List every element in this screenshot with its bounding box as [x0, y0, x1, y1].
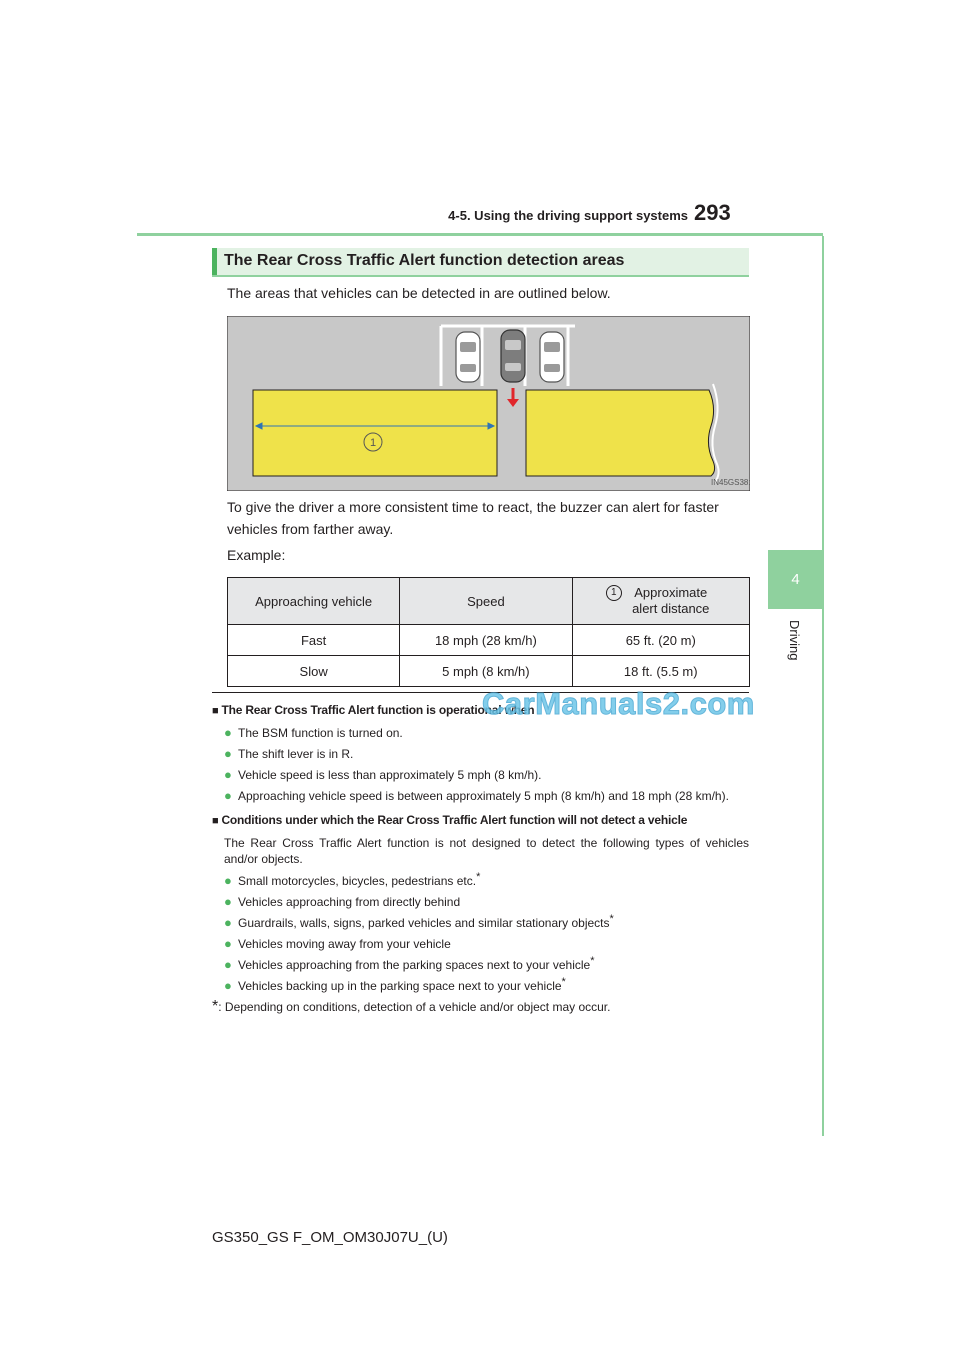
- bullet-icon: ●: [224, 957, 232, 972]
- list-item: ● Guardrails, walls, signs, parked vehicles and similar stationary objects*: [224, 913, 614, 930]
- chapter-label: Driving: [787, 620, 802, 661]
- parked-car-right: [540, 332, 564, 382]
- callout-number: 1: [369, 437, 377, 449]
- table-row: [228, 625, 750, 656]
- heading-accent: [212, 248, 217, 275]
- detection-area-diagram: [227, 316, 750, 491]
- diagram-code: IN45GS381: [711, 478, 750, 487]
- alert-distance-table: [227, 577, 750, 687]
- conditions-intro: The Rear Cross Traffic Alert function is not designed to detect the following types of vehicles and/or objects.: [224, 836, 749, 866]
- table-cell: Fast: [228, 625, 400, 656]
- side-rule: [822, 236, 824, 1136]
- header-rule: [137, 233, 823, 236]
- chapter-tab: 4: [768, 550, 823, 609]
- paragraph-buzzer: To give the driver a more consistent time to react, the buzzer can alert for faster vehicles from farther away.: [227, 499, 719, 537]
- note-heading: ■ Conditions under which the Rear Cross Traffic Alert function will not detect a vehicle: [212, 813, 688, 827]
- section-title: The Rear Cross Traffic Alert function detection areas: [224, 252, 625, 269]
- list-item: ● Vehicles moving away from your vehicle: [224, 936, 451, 951]
- watermark: CarManuals2.com: [482, 686, 755, 721]
- list-item: ● Vehicle speed is less than approximately 5 mph (8 km/h).: [224, 767, 542, 782]
- heading-underline: [212, 275, 749, 277]
- list-item: ● Vehicles approaching from directly behind: [224, 894, 461, 909]
- page-number: 293: [694, 200, 731, 225]
- intro-text: The areas that vehicles can be detected in are outlined below.: [227, 285, 611, 301]
- table-header-row: [228, 578, 750, 625]
- table-cell: 65 ft. (20 m): [572, 625, 750, 656]
- bullet-icon: ●: [224, 788, 232, 803]
- own-car: [501, 330, 525, 382]
- bullet-icon: ●: [224, 767, 232, 782]
- list-item: ● Small motorcycles, bicycles, pedestrians etc.*: [224, 871, 481, 888]
- callout-number: 1: [606, 585, 622, 601]
- note-heading: ■ The Rear Cross Traffic Alert function is operational when: [212, 703, 535, 717]
- bullet-icon: ●: [224, 894, 232, 909]
- detection-zone-right: [526, 390, 715, 476]
- section-header: 4-5. Using the driving support systems: [448, 208, 688, 223]
- list-item: ● The shift lever is in R.: [224, 746, 354, 761]
- bullet-icon: ●: [224, 746, 232, 761]
- list-item: ● Vehicles backing up in the parking space next to your vehicle*: [224, 976, 566, 993]
- bullet-icon: ●: [224, 915, 232, 930]
- table-row: [228, 656, 750, 687]
- square-bullet-icon: ■: [212, 815, 219, 827]
- list-item: ● The BSM function is turned on.: [224, 725, 403, 740]
- table-header: Approaching vehicle: [228, 578, 400, 625]
- table-header: Speed: [400, 578, 572, 625]
- section-heading: [212, 248, 749, 275]
- table-header: 1 Approximate alert distance: [572, 578, 750, 625]
- footnote: *: Depending on conditions, detection of a vehicle and/or object may occur.: [212, 998, 611, 1015]
- list-item: ● Vehicles approaching from the parking spaces next to your vehicle*: [224, 955, 595, 972]
- table-cell: 18 ft. (5.5 m): [572, 656, 750, 687]
- square-bullet-icon: ■: [212, 705, 219, 717]
- bullet-icon: ●: [224, 936, 232, 951]
- bullet-icon: ●: [224, 978, 232, 993]
- parked-car-left: [456, 332, 480, 382]
- notes: [212, 702, 749, 1015]
- example-label: Example:: [227, 547, 286, 563]
- table-cell: 5 mph (8 km/h): [400, 656, 572, 687]
- table-cell: Slow: [228, 656, 400, 687]
- bullet-icon: ●: [224, 873, 232, 888]
- table-cell: 18 mph (28 km/h): [400, 625, 572, 656]
- bullet-icon: ●: [224, 725, 232, 740]
- list-item: ● Approaching vehicle speed is between approximately 5 mph (8 km/h) and 18 mph (28 km/h).: [224, 788, 729, 803]
- footer-code: GS350_GS F_OM_OM30J07U_(U): [212, 1229, 448, 1246]
